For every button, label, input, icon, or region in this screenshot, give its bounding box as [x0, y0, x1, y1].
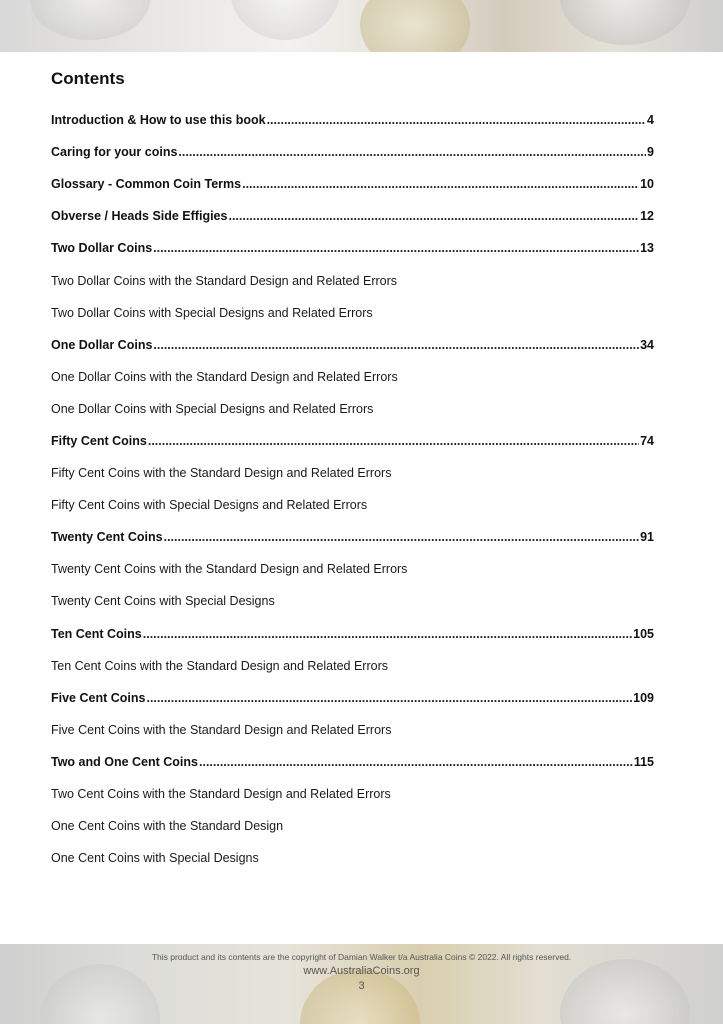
- toc-entry-label: Caring for your coins: [51, 145, 178, 160]
- toc-subentry: [51, 361, 654, 393]
- toc-entry-label: Twenty Cent Coins with Special Designs: [51, 594, 275, 609]
- footer-text: [0, 944, 723, 992]
- dot-leader: [164, 530, 640, 544]
- toc-entry-label: Two and One Cent Coins: [51, 754, 198, 769]
- toc-entry-label: Two Cent Coins with the Standard Design and Related Errors: [51, 787, 391, 802]
- toc-subentry: [51, 842, 654, 874]
- coin-image: [230, 0, 340, 40]
- coin-image: [30, 0, 150, 40]
- toc-page-number: 105: [633, 626, 654, 641]
- toc-page-number: 109: [633, 690, 654, 705]
- dot-leader: [153, 241, 639, 255]
- toc-entry: [51, 329, 654, 361]
- toc-subentry: [51, 778, 654, 810]
- toc-entry-label: One Dollar Coins with Special Designs and Related Errors: [51, 401, 374, 416]
- toc-page-number: 91: [640, 530, 654, 545]
- toc-entry-label: One Cent Coins with Special Designs: [51, 851, 259, 866]
- toc-entry-label: One Dollar Coins: [51, 337, 153, 352]
- toc-entry: [51, 425, 654, 457]
- toc-entry: [51, 746, 654, 778]
- toc-entry-label: Fifty Cent Coins: [51, 433, 147, 448]
- toc-subentry: [51, 457, 654, 489]
- toc-entry-label: One Dollar Coins with the Standard Design and Related Errors: [51, 369, 398, 384]
- footer-coin-banner: [0, 944, 723, 1024]
- toc-entry-label: Ten Cent Coins: [51, 626, 142, 641]
- toc-entry-label: One Cent Coins with the Standard Design: [51, 819, 284, 834]
- toc-entry-label: Five Cent Coins with the Standard Design and Related Errors: [51, 722, 392, 737]
- toc-entry-label: Five Cent Coins: [51, 690, 146, 705]
- toc-entry: [51, 136, 654, 168]
- toc-subentry: [51, 264, 654, 296]
- table-of-contents: [51, 104, 654, 874]
- coin-image: [560, 0, 690, 45]
- toc-subentry: [51, 585, 654, 617]
- coin-image: [360, 0, 470, 52]
- toc-entry: [51, 521, 654, 553]
- toc-page-number: 10: [640, 177, 654, 192]
- toc-entry: [51, 200, 654, 232]
- toc-page-number: 12: [640, 209, 654, 224]
- dot-leader: [199, 755, 633, 769]
- toc-subentry: [51, 393, 654, 425]
- dot-leader: [242, 177, 639, 191]
- page-number: 3: [358, 980, 365, 992]
- toc-page-number: 9: [647, 145, 654, 160]
- toc-entry-label: Twenty Cent Coins with the Standard Design and Related Errors: [51, 562, 408, 577]
- toc-entry-label: Ten Cent Coins with the Standard Design and Related Errors: [51, 658, 388, 673]
- dot-leader: [148, 434, 639, 448]
- toc-entry: [51, 104, 654, 136]
- toc-subentry: [51, 489, 654, 521]
- toc-entry-label: Two Dollar Coins with Special Designs and Related Errors: [51, 305, 373, 320]
- dot-leader: [267, 113, 646, 127]
- toc-entry: [51, 168, 654, 200]
- toc-entry-label: Introduction & How to use this book: [51, 113, 266, 128]
- header-coin-banner: [0, 0, 723, 52]
- toc-page-number: 13: [640, 241, 654, 256]
- dot-leader: [146, 691, 632, 705]
- toc-entry-label: Fifty Cent Coins with the Standard Design and Related Errors: [51, 466, 392, 481]
- toc-entry: [51, 618, 654, 650]
- dot-leader: [228, 209, 639, 223]
- website-url: www.AustraliaCoins.org: [303, 965, 420, 977]
- toc-page-number: 4: [647, 113, 654, 128]
- contents-title: Contents: [51, 69, 125, 88]
- toc-entry-label: Two Dollar Coins: [51, 241, 153, 256]
- toc-subentry: [51, 650, 654, 682]
- toc-entry: [51, 682, 654, 714]
- toc-entry: [51, 232, 654, 264]
- dot-leader: [153, 338, 639, 352]
- toc-page-number: 115: [633, 754, 654, 769]
- toc-entry-label: Two Dollar Coins with the Standard Design and Related Errors: [51, 273, 398, 288]
- toc-entry-label: Fifty Cent Coins with Special Designs and Related Errors: [51, 498, 368, 513]
- dot-leader: [178, 145, 646, 159]
- toc-subentry: [51, 714, 654, 746]
- toc-page-number: 34: [640, 337, 654, 352]
- copyright-notice: This product and its contents are the copyright of Damian Walker t/a Australia Coins © 2022. All rights reserved.: [151, 952, 572, 962]
- toc-page-number: 74: [640, 433, 654, 448]
- toc-entry-label: Obverse / Heads Side Effigies: [51, 209, 228, 224]
- toc-subentry: [51, 810, 654, 842]
- dot-leader: [143, 627, 632, 641]
- toc-entry-label: Glossary - Common Coin Terms: [51, 177, 242, 192]
- toc-subentry: [51, 297, 654, 329]
- toc-subentry: [51, 553, 654, 585]
- toc-entry-label: Twenty Cent Coins: [51, 530, 163, 545]
